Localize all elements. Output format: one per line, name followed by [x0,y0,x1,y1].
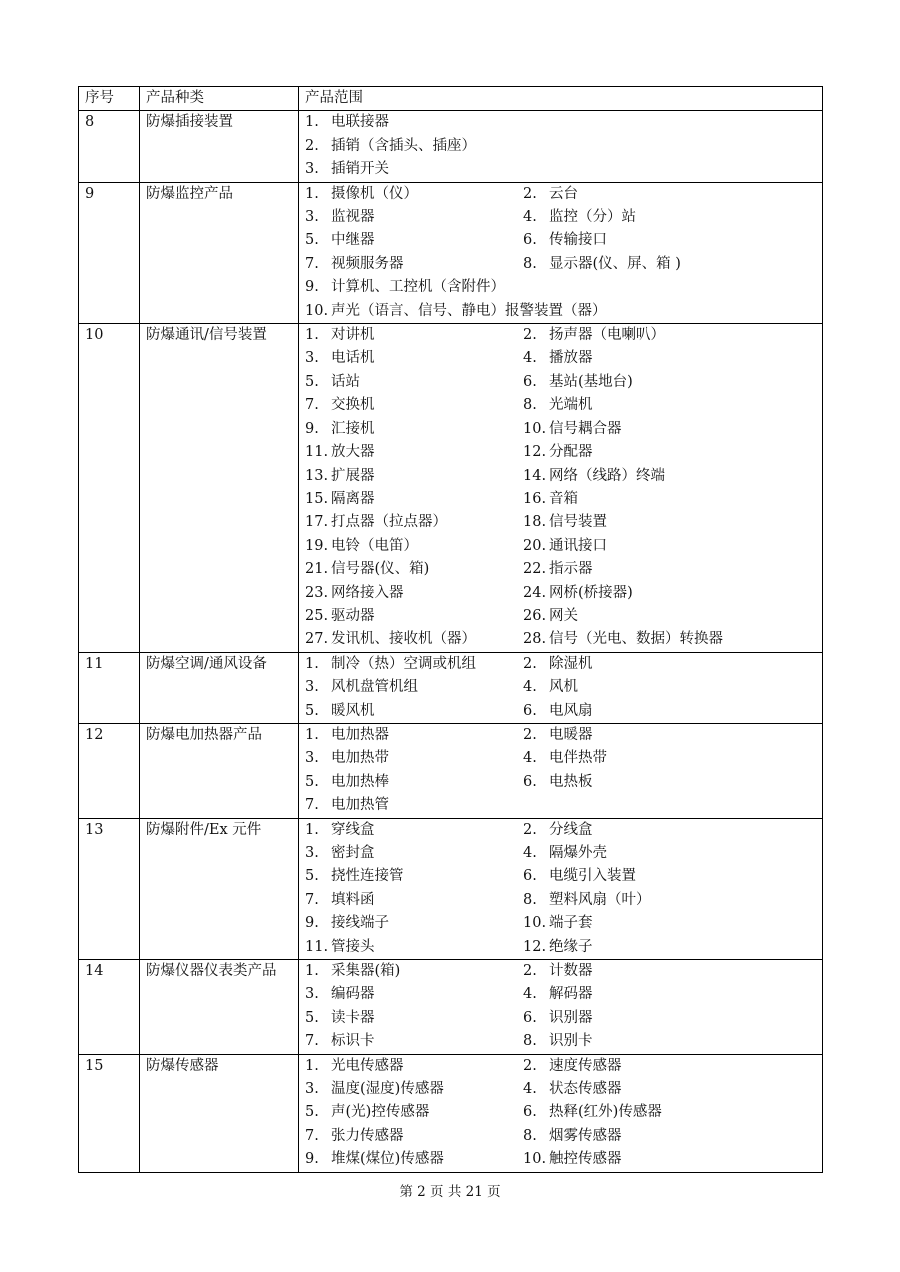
scope-item-number: 27. [305,631,329,648]
scope-item-number: 7. [305,397,319,414]
scope-item-number: 3. [305,986,319,1003]
header-seq: 序号 [79,87,140,111]
page-footer: 第 2 页 共 21 页 [399,1184,501,1200]
scope-item-number: 3. [305,350,319,367]
scope-item [523,1030,816,1053]
scope-item [523,747,816,770]
scope-item-number: 5. [305,702,319,719]
scope-item-text: 显示器(仪、屏、箱 ) [549,255,681,272]
scope-item [523,700,816,723]
scope-item-number: 16. [523,490,547,507]
scope-item-number: 10. [305,302,329,319]
row-scope [299,723,823,818]
scope-item-text: 信号器(仪、箱) [331,561,430,578]
row-category: 防爆通讯/信号装置 [140,324,299,653]
scope-item [523,394,816,417]
scope-item-number: 2. [523,655,537,672]
scope-item-number: 3. [305,679,319,696]
scope-item [523,582,816,605]
scope-item [305,535,523,558]
scope-item [523,558,816,581]
scope-item-text: 云台 [549,185,578,202]
scope-item-number: 8. [523,891,537,908]
scope-item-number: 2. [523,327,537,344]
scope-item-text: 对讲机 [331,327,375,344]
scope-item-number: 25. [305,607,329,624]
scope-item-text: 烟雾传感器 [549,1127,622,1144]
scope-item [305,135,816,158]
scope-item-number: 2. [523,963,537,980]
scope-item-text: 计算机、工控机（含附件） [331,279,505,296]
scope-item [305,724,523,747]
scope-item-text: 监控（分）站 [549,209,636,226]
scope-item-text: 电加热带 [331,750,389,767]
row-category: 防爆传感器 [140,1054,299,1172]
scope-item-number: 22. [523,561,547,578]
scope-item-text: 堆煤(煤位)传感器 [331,1151,444,1168]
product-scope-table [78,86,823,1173]
scope-item [305,488,523,511]
scope-item [305,865,523,888]
scope-item-text: 播放器 [549,350,593,367]
scope-item [305,653,523,676]
scope-item-text: 基站(基地台) [549,373,633,390]
scope-item-text: 电暖器 [549,726,593,743]
scope-item-text: 声(光)控传感器 [331,1104,430,1121]
scope-item-number: 3. [305,209,319,226]
scope-item-text: 插销开关 [331,161,389,178]
scope-item [305,371,523,394]
scope-item [305,794,523,817]
scope-item [305,511,523,534]
scope-item-text: 识别卡 [549,1033,593,1050]
scope-item [305,1101,523,1124]
scope-item [305,347,523,370]
scope-item-number: 2. [305,137,319,154]
table-row [79,960,823,1055]
table-header-row [79,87,823,111]
scope-item [523,724,816,747]
scope-item-text: 读卡器 [331,1009,375,1026]
scope-item [305,229,523,252]
scope-item-text: 汇接机 [331,420,375,437]
scope-item-number: 6. [523,232,537,249]
scope-item-text: 解码器 [549,986,593,1003]
scope-item [305,628,523,651]
scope-item-number: 8. [523,397,537,414]
row-scope [299,818,823,959]
scope-item-text: 交换机 [331,397,375,414]
scope-item-number: 15. [305,490,329,507]
scope-item [523,1125,816,1148]
scope-item-number: 4. [523,1081,537,1098]
scope-item-text: 电加热器 [331,726,389,743]
scope-item-list [305,653,816,723]
scope-item-number: 20. [523,537,547,554]
scope-item-number: 7. [305,255,319,272]
scope-item [305,889,523,912]
table-row [79,723,823,818]
scope-item [305,771,523,794]
row-scope [299,960,823,1055]
scope-item-text: 热释(红外)传感器 [549,1104,662,1121]
scope-item-number: 14. [523,467,547,484]
scope-item [523,488,816,511]
scope-item-text: 计数器 [549,963,593,980]
scope-item [523,605,816,628]
scope-item [523,229,816,252]
scope-item-number: 3. [305,161,319,178]
scope-item-text: 扩展器 [331,467,375,484]
scope-item [523,441,816,464]
scope-item-text: 声光（语言、信号、静电）报警装置（器） [331,302,607,319]
scope-item [305,1125,523,1148]
row-category: 防爆电加热器产品 [140,723,299,818]
scope-item [305,253,523,276]
scope-item-text: 电加热棒 [331,773,389,790]
row-seq: 12 [79,723,140,818]
scope-item [305,183,523,206]
scope-item-number: 10. [523,420,547,437]
scope-item-text: 打点器（拉点器） [331,514,447,531]
scope-item-number: 4. [523,350,537,367]
scope-item [305,441,523,464]
row-scope [299,111,823,182]
scope-item-number: 19. [305,537,329,554]
scope-item-number: 2. [523,1057,537,1074]
scope-item-text: 风机盘管机组 [331,679,418,696]
scope-item [305,394,523,417]
scope-item-list [305,724,816,818]
row-seq: 14 [79,960,140,1055]
row-seq: 9 [79,182,140,323]
scope-item [523,842,816,865]
scope-item-text: 放大器 [331,444,375,461]
scope-item-number: 5. [305,773,319,790]
scope-item-number: 21. [305,561,329,578]
scope-item-text: 分线盒 [549,821,593,838]
scope-item-number: 5. [305,373,319,390]
scope-item-number: 7. [305,891,319,908]
scope-item-text: 管接头 [331,938,375,955]
scope-item-text: 视频服务器 [331,255,404,272]
scope-item [523,465,816,488]
scope-item-text: 标识卡 [331,1033,375,1050]
scope-item [305,960,523,983]
scope-item-number: 6. [523,373,537,390]
scope-item-number: 2. [523,726,537,743]
scope-item-text: 触控传感器 [549,1151,622,1168]
scope-item-text: 传输接口 [549,232,607,249]
scope-item [305,747,523,770]
scope-item [305,300,816,323]
scope-item-number: 9. [305,1151,319,1168]
row-seq: 10 [79,324,140,653]
scope-item-number: 3. [305,1081,319,1098]
scope-item [523,819,816,842]
scope-item-number: 7. [305,1033,319,1050]
scope-item [523,912,816,935]
scope-item-list [305,324,816,652]
scope-item [305,1055,523,1078]
table-row [79,324,823,653]
scope-item [305,936,523,959]
scope-item-number: 8. [523,1127,537,1144]
scope-item [305,276,816,299]
scope-item-text: 挠性连接管 [331,868,404,885]
scope-item [523,1078,816,1101]
scope-item-number: 10. [523,1151,547,1168]
scope-item-number: 2. [523,185,537,202]
scope-item-text: 电联接器 [331,114,389,131]
scope-item [305,206,523,229]
scope-item-number: 9. [305,915,319,932]
scope-item-text: 隔离器 [331,490,375,507]
scope-item-number: 4. [523,750,537,767]
scope-item-text: 网桥(桥接器) [549,584,633,601]
row-category: 防爆附件/Ex 元件 [140,818,299,959]
scope-item-number: 12. [523,938,547,955]
scope-item-text: 信号耦合器 [549,420,622,437]
scope-item [305,1030,523,1053]
scope-item-number: 2. [523,821,537,838]
scope-item [523,511,816,534]
scope-item-text: 速度传感器 [549,1057,622,1074]
scope-item [305,983,523,1006]
scope-item-number: 28. [523,631,547,648]
scope-item [305,418,523,441]
row-seq: 15 [79,1054,140,1172]
scope-item-number: 6. [523,702,537,719]
header-category: 产品种类 [140,87,299,111]
scope-item-number: 1. [305,821,319,838]
scope-item-text: 网络（线路）终端 [549,467,665,484]
scope-item-text: 光电传感器 [331,1057,404,1074]
scope-item [305,158,816,181]
scope-item-number: 4. [523,845,537,861]
scope-item-number: 6. [523,1009,537,1026]
row-seq: 8 [79,111,140,182]
scope-item-text: 电伴热带 [549,750,607,767]
scope-item-number: 1. [305,655,319,672]
row-scope [299,1054,823,1172]
row-category: 防爆空调/通风设备 [140,652,299,723]
scope-item-text: 采集器(箱) [331,963,401,980]
scope-item-text: 音箱 [549,490,578,507]
scope-item-text: 信号（光电、数据）转换器 [549,631,723,648]
scope-item-number: 6. [523,1104,537,1121]
scope-item-text: 隔爆外壳 [549,845,607,861]
scope-item [523,1007,816,1030]
scope-item-number: 9. [305,279,319,296]
scope-item [305,1148,523,1171]
scope-item [523,347,816,370]
scope-item-number: 11. [305,938,329,955]
scope-item [523,371,816,394]
scope-item-list [305,1055,816,1172]
scope-item-text: 发讯机、接收机（器） [331,631,476,648]
scope-item-number: 5. [305,1009,319,1026]
scope-item-text: 信号装置 [549,514,607,531]
scope-item-text: 网络接入器 [331,584,404,601]
scope-item-text: 穿线盒 [331,821,375,838]
scope-item-number: 7. [305,1127,319,1144]
scope-item-number: 4. [523,986,537,1003]
scope-item-number: 24. [523,584,547,601]
scope-item-number: 4. [523,209,537,226]
scope-item-text: 电铃（电笛） [331,537,418,554]
scope-item [523,983,816,1006]
scope-item [523,889,816,912]
scope-item [305,1007,523,1030]
scope-item-number: 3. [305,750,319,767]
row-seq: 13 [79,818,140,959]
scope-item [523,653,816,676]
scope-item-text: 话站 [331,373,360,390]
scope-item-number: 9. [305,420,319,437]
scope-item-number: 1. [305,185,319,202]
row-scope [299,182,823,323]
header-scope: 产品范围 [299,87,823,111]
row-category: 防爆插接装置 [140,111,299,182]
scope-item-number: 13. [305,467,329,484]
row-category: 防爆监控产品 [140,182,299,323]
scope-item [523,771,816,794]
scope-item [523,936,816,959]
scope-item [305,582,523,605]
scope-item-text: 端子套 [549,915,593,932]
scope-item-number: 8. [523,255,537,272]
scope-item-list [305,111,816,181]
scope-item-text: 指示器 [549,561,593,578]
scope-item-number: 1. [305,963,319,980]
scope-item [523,1148,816,1171]
table-row [79,818,823,959]
scope-item [305,111,816,134]
scope-item-number: 11. [305,444,329,461]
scope-item [523,418,816,441]
scope-item-text: 制冷（热）空调或机组 [331,655,476,672]
scope-item-number: 6. [523,868,537,885]
scope-item-number: 1. [305,1057,319,1074]
row-seq: 11 [79,652,140,723]
scope-item [523,253,816,276]
scope-item-text: 塑料风扇（叶） [549,891,651,908]
scope-item-text: 识别器 [549,1009,593,1026]
scope-item-number: 5. [305,868,319,885]
scope-item-text: 绝缘子 [549,938,593,955]
scope-item-number: 7. [305,797,319,814]
scope-item-text: 驱动器 [331,607,375,624]
scope-item-list [305,183,816,323]
scope-item [523,1055,816,1078]
row-category: 防爆仪器仪表类产品 [140,960,299,1055]
table-body [79,111,823,1172]
scope-item [305,324,523,347]
scope-item-text: 电缆引入装置 [549,868,636,885]
table-row [79,182,823,323]
scope-item-number: 4. [523,679,537,696]
scope-item-text: 接线端子 [331,915,389,932]
scope-item-text: 分配器 [549,444,593,461]
scope-item-number: 12. [523,444,547,461]
scope-item-text: 光端机 [549,397,593,414]
scope-item-text: 中继器 [331,232,375,249]
scope-item [523,865,816,888]
scope-item-list [305,960,816,1054]
scope-item-text: 除湿机 [549,655,593,672]
scope-item [523,206,816,229]
scope-item-text: 密封盒 [331,845,375,861]
scope-item-text: 编码器 [331,986,375,1003]
table-row [79,1054,823,1172]
scope-item-text: 电话机 [331,350,375,367]
scope-item-text: 网关 [549,607,578,624]
scope-item [523,960,816,983]
scope-item [523,628,816,651]
scope-item-text: 插销（含插头、插座） [331,137,476,154]
scope-item-text: 摄像机（仪） [331,185,418,202]
scope-item-number: 26. [523,607,547,624]
scope-item-number: 10. [523,915,547,932]
scope-item [305,1078,523,1101]
scope-item-number: 5. [305,1104,319,1121]
scope-item-text: 暖风机 [331,702,375,719]
scope-item-text: 监视器 [331,209,375,226]
scope-item [305,842,523,865]
scope-item-text: 电加热管 [331,797,389,814]
scope-item-number: 3. [305,845,319,861]
scope-item [523,1101,816,1124]
scope-item [305,700,523,723]
scope-item [523,183,816,206]
scope-item-number: 18. [523,514,547,531]
scope-item-number: 1. [305,114,319,131]
scope-item-text: 电热板 [549,773,593,790]
scope-item-text: 温度(湿度)传感器 [331,1081,444,1098]
scope-item-text: 状态传感器 [549,1081,622,1098]
row-scope [299,324,823,653]
scope-item-number: 1. [305,327,319,344]
scope-item-number: 8. [523,1033,537,1050]
scope-item-text: 风机 [549,679,578,696]
scope-item [523,676,816,699]
scope-item-list [305,819,816,959]
scope-item-text: 扬声器（电喇叭） [549,327,665,344]
scope-item [305,912,523,935]
scope-item-text: 电风扇 [549,702,593,719]
scope-item-text: 通讯接口 [549,537,607,554]
scope-item-number: 17. [305,514,329,531]
scope-item-number: 23. [305,584,329,601]
scope-item [305,605,523,628]
table-row [79,111,823,182]
scope-item [305,465,523,488]
scope-item [305,676,523,699]
scope-item-number: 1. [305,726,319,743]
scope-item-text: 填料函 [331,891,375,908]
scope-item-number: 5. [305,232,319,249]
row-scope [299,652,823,723]
scope-item [305,558,523,581]
scope-item-text: 张力传感器 [331,1127,404,1144]
scope-item [523,535,816,558]
scope-item-number: 6. [523,773,537,790]
scope-item [305,819,523,842]
table-row [79,652,823,723]
scope-item [523,324,816,347]
